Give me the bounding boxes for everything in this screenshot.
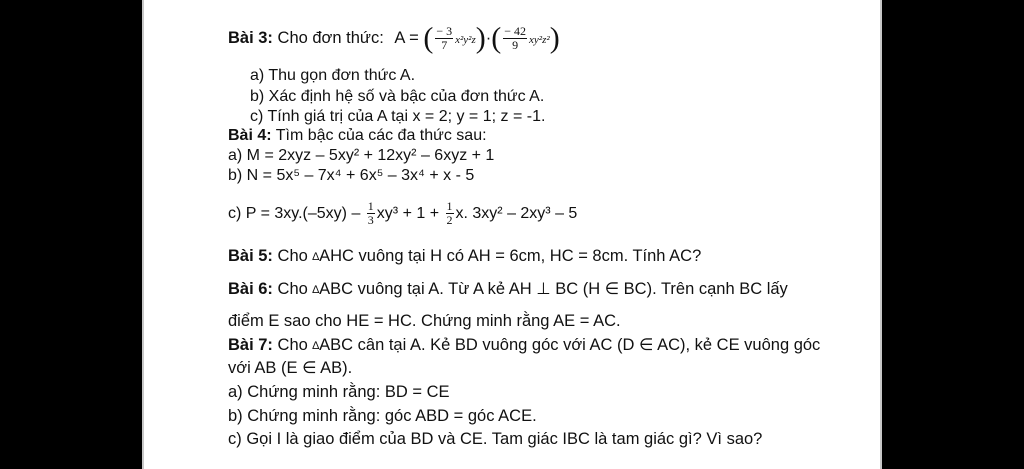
bai3-var-2: xy²z² xyxy=(529,34,550,46)
bai7-item-b: b) Chứng minh rằng: góc ABD = góc ACE. xyxy=(228,407,537,425)
bai7-item-c: c) Gọi I là giao điểm của BD và CE. Tam giác IBC là tam giác gì? Vì sao? xyxy=(228,430,763,448)
bai5-label: Bài 5: xyxy=(228,247,273,265)
bai7-item-a: a) Chứng minh rằng: BD = CE xyxy=(228,383,450,401)
bai4-label: Bài 4: xyxy=(228,127,272,144)
bai6-label: Bài 6: xyxy=(228,280,273,298)
bai7-line2: với AB (E ∈ AB). xyxy=(228,359,353,377)
triangle-icon: ∆ xyxy=(312,284,320,296)
left-paren: ( xyxy=(491,21,502,55)
right-paren: ) xyxy=(475,21,486,55)
bai6-heading: Bài 6: Cho ∆ABC vuông tại A. Từ A kẻ AH ⊥ BC (H ∈ BC). Trên cạnh BC lấy xyxy=(228,280,788,298)
bai4-item-b: b) N = 5x⁵ – 7x⁴ + 6x⁵ – 3x⁴ + x - 5 xyxy=(228,167,475,184)
bai4-item-a: a) M = 2xyz – 5xy² + 12xy² – 6xyz + 1 xyxy=(228,147,495,164)
right-paren: ) xyxy=(549,21,560,55)
bai4-item-c: c) P = 3xy.(–5xy) – $\frac{1}{3}$ xy³ + 1 + $\frac{1}{2}$ x. 3xy² – 2xy³ – 5 xyxy=(228,199,578,228)
bai3-heading xyxy=(228,18,560,60)
bai7-label: Bài 7: xyxy=(228,336,273,354)
bai3-item-a: a) Thu gọn đơn thức A. xyxy=(250,67,416,84)
bai4-fraction-1: $\frac{1}{3}$ xyxy=(367,199,374,228)
bai7-heading: Bài 7: Cho ∆ABC cân tại A. Kẻ BD vuông góc với AC (D ∈ AC), kẻ CE vuông góc xyxy=(228,336,821,354)
bai5-heading: Bài 5: Cho ∆AHC vuông tại H có AH = 6cm, HC = 8cm. Tính AC? xyxy=(228,247,702,265)
bai3-lhs: A = xyxy=(394,29,419,47)
triangle-icon: ∆ xyxy=(312,340,320,352)
bai3-dot: · xyxy=(485,29,492,47)
left-paren: ( xyxy=(423,21,434,55)
bai3-label: Bài 3: xyxy=(228,29,273,47)
triangle-icon: ∆ xyxy=(312,251,320,263)
bai3-item-b: b) Xác định hệ số và bậc của đơn thức A. xyxy=(250,88,545,105)
bai3-item-c: c) Tính giá trị của A tại x = 2; y = 1; z = -1. xyxy=(250,108,546,125)
bai3-fraction-2: $\frac{- 42}{9}$ xyxy=(504,24,527,53)
bai4-fraction-2: $\frac{1}{2}$ xyxy=(446,199,453,228)
bai6-line2: điểm E sao cho HE = HC. Chứng minh rằng AE = AC. xyxy=(228,312,621,330)
bai4-heading xyxy=(228,126,487,146)
page-right-edge xyxy=(880,0,882,469)
bai4-text: Tìm bậc của các đa thức sau: xyxy=(275,127,487,144)
document-page xyxy=(142,0,882,469)
bai3-text: Cho đơn thức: xyxy=(277,29,384,47)
bai3-var-1: x²y²z xyxy=(455,34,476,46)
page-left-edge xyxy=(142,0,144,469)
bai3-fraction-1: $\frac{- 3}{7}$ xyxy=(436,24,453,53)
